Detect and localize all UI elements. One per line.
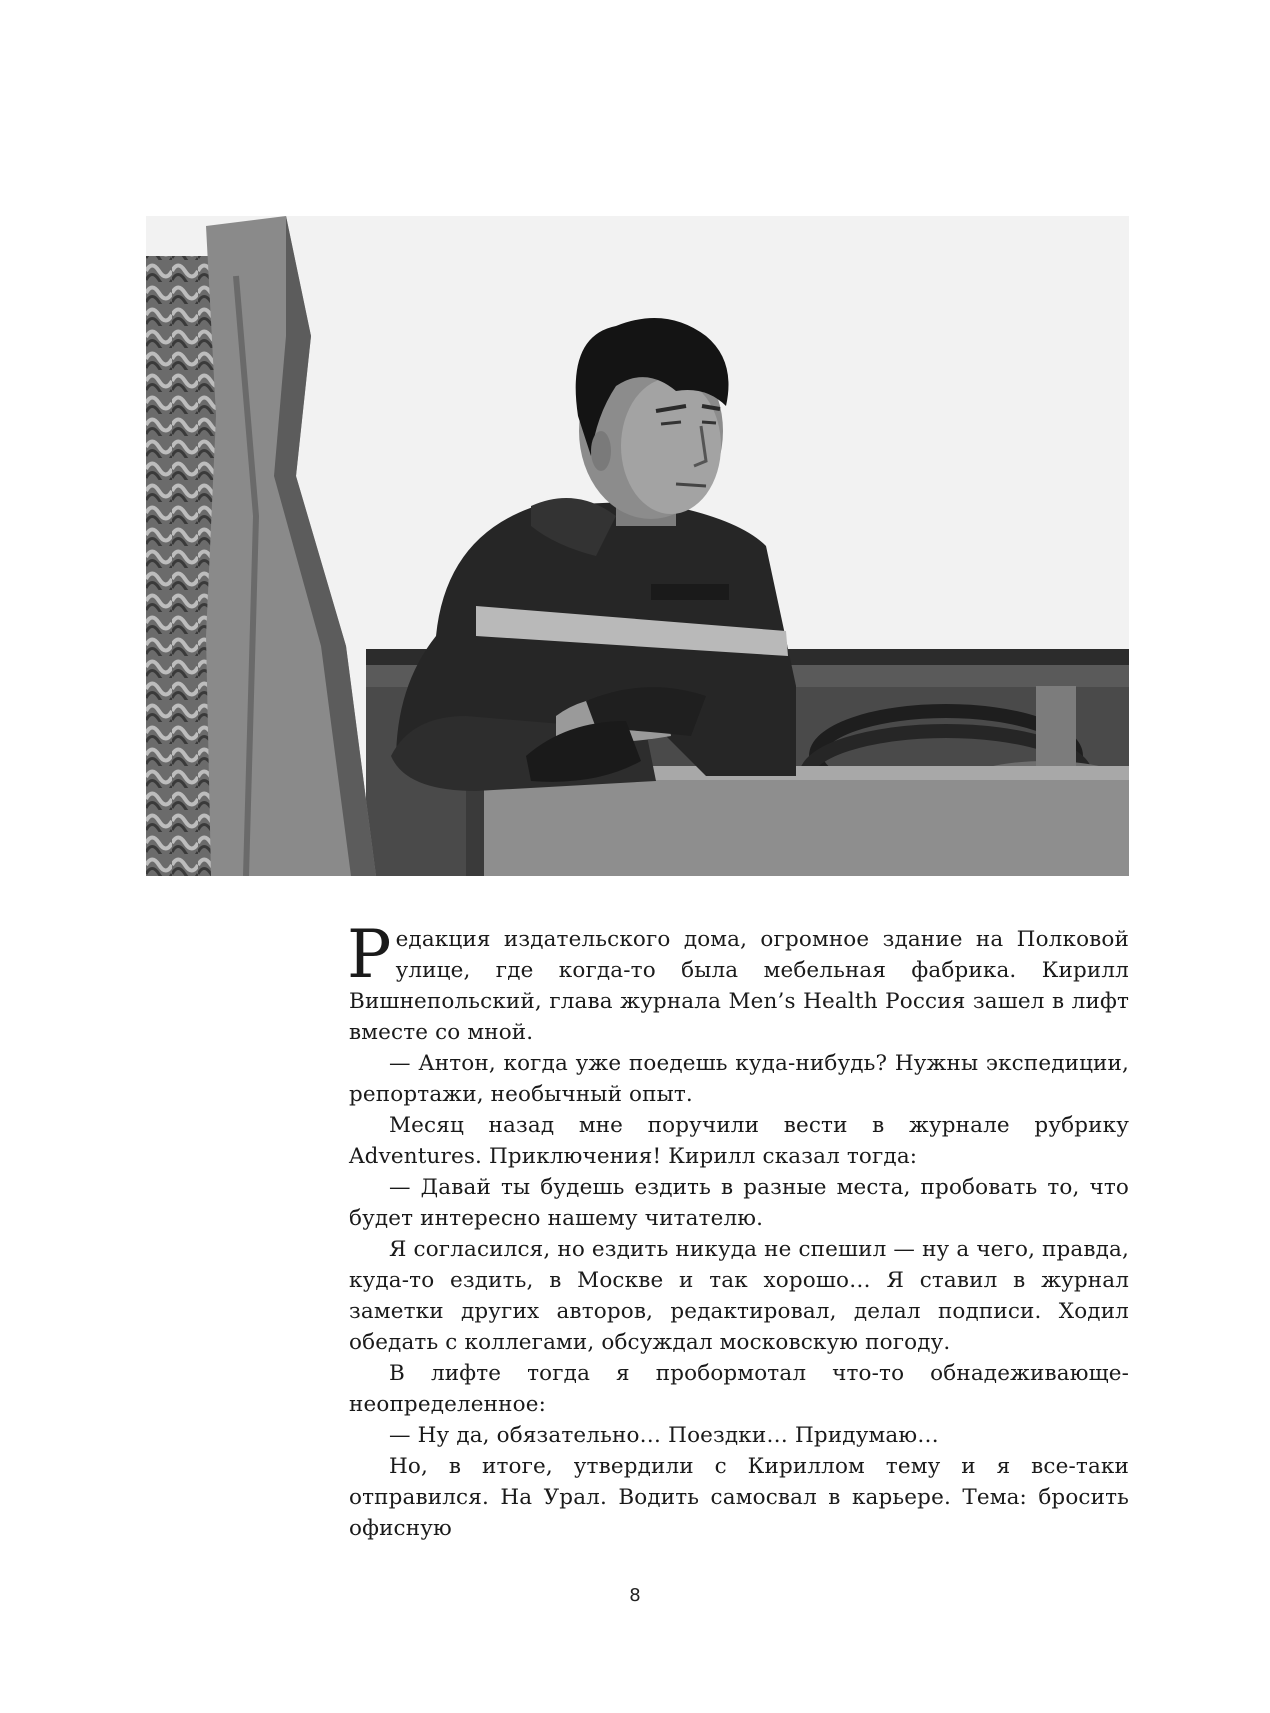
article-paragraph: — Давай ты будешь ездить в разные места, пробовать то, что будет интересно нашему читателю. [349,1175,1129,1231]
article-paragraph: В лифте тогда я пробормотал что-то обнадеживающе-неопределенное: [349,1361,1129,1417]
page-number: 8 [629,1585,641,1606]
article-paragraph: Я согласился, но ездить никуда не спешил — ну а чего, правда, куда-то ездить, в Москве и так хорошо… Я ставил в журнал заметки других авторов, редактировал, делал подписи. Ходил обедать с коллегами, обсуждал московскую погоду. [349,1237,1129,1355]
drop-cap: Р [347,916,392,993]
article-paragraph: — Антон, когда уже поедешь куда-нибудь? Нужны экспедиции, репортажи, необычный опыт. [349,1051,1129,1107]
article-paragraph [347,916,1129,1048]
article-paragraph: Но, в итоге, утвердили с Кириллом тему и я все-таки отправился. На Урал. Водить самосвал в карьере. Тема: бросить офисную [349,1454,1129,1541]
article-body [347,916,1129,1544]
article-paragraph: — Ну да, обязательно… Поездки… Придумаю… [389,1423,939,1448]
article-paragraph: Месяц назад мне поручили вести в журнале рубрику Adventures. Приключения! Кирилл сказал тогда: [349,1113,1129,1169]
photo-man-on-ship-deck [146,216,1129,876]
paragraph-text: едакция издательского дома, огромное здание на Полковой улице, где когда-то была мебельная фабрика. Кирилл Вишнепольский, глава журнала Men’s Health Россия зашел в лифт вместе со мной. [349,927,1129,1045]
